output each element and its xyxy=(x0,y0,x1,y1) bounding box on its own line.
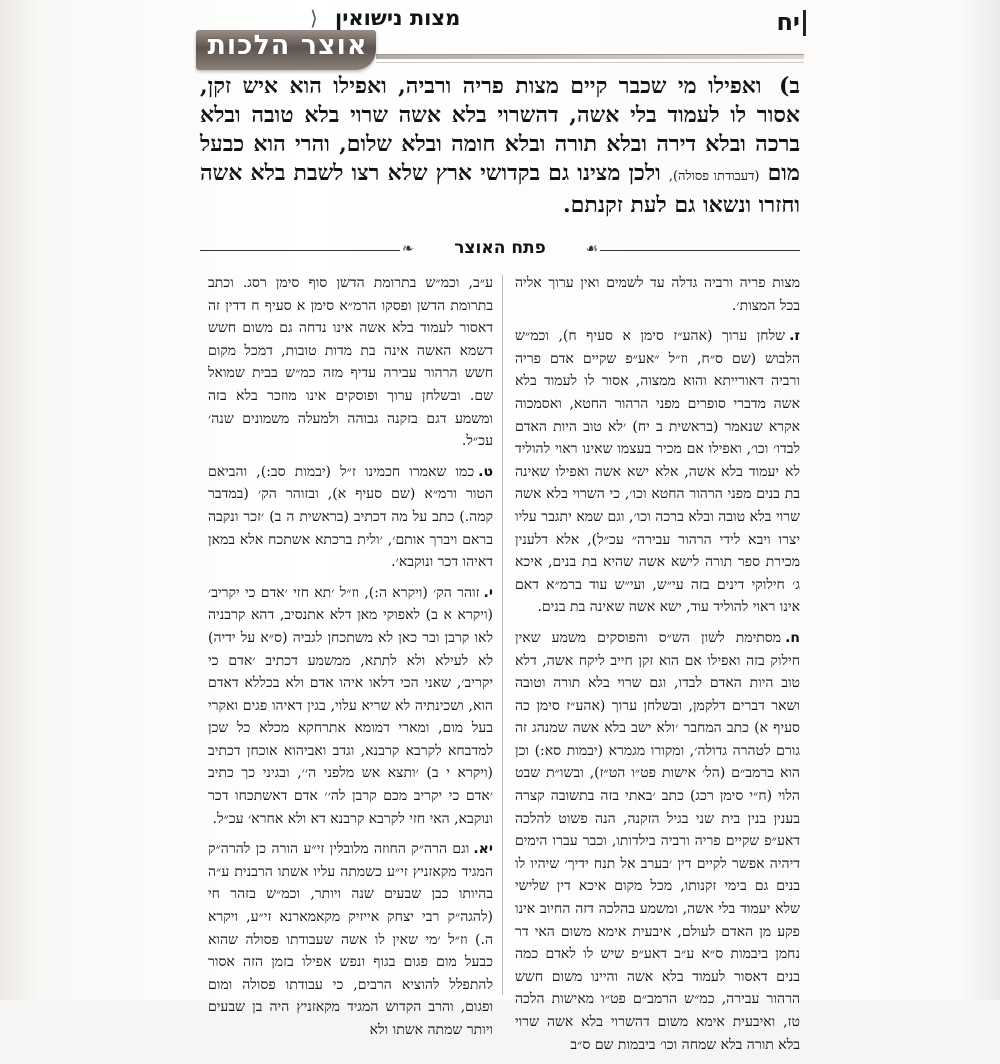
note-number: י. xyxy=(483,584,493,601)
main-halacha-text xyxy=(200,72,800,220)
column-divider xyxy=(502,275,503,995)
note-number: ט. xyxy=(478,463,493,480)
header-rule-thin xyxy=(376,62,804,63)
note-number: ז. xyxy=(789,328,800,345)
ornament-line-right xyxy=(600,250,800,251)
header-rule xyxy=(376,54,804,59)
chevron-left-icon: ⟩ xyxy=(310,6,318,30)
page-header xyxy=(0,0,1000,70)
page-number-divider xyxy=(803,10,806,36)
section-title: פתח האוצר xyxy=(454,238,546,258)
commentary-column-right xyxy=(515,272,800,1064)
chapter-title: מצות נישואין xyxy=(335,6,461,30)
commentary-paragraph: ז.שלחן ערוך (אהע״ז סימן א סעיף ח), וכמ״ש הלבוש (שם ס״ח, וז״ל ״אע״פ שקיים אדם פריה ורביה דאורייתא והוא ממצוה, אסור לו לעמוד בלא אשה מדברי סופרים מפני הרהור החטא, ואסמכוה אקרא שנאמר (בראשית ב יח) ׳לא טוב היות האדם לבדו׳ וכו׳, ואפילו אם מכיר בעצמו שאינו ראוי להוליד לא יעמוד בלא אשה, אלא ישא אשה ואפילו שאינה בת בנים מפני הרהור החטא וכו׳, כי השרוי בלא אשה שרוי בלא טובה ובלא ברכה וכו׳, וגם שמא יתגבר עליו יצרו ויבא לידי הרהור עבירה״ עכ״ל), אלא דלענין מכירת ספר תורה לישא אשה שהיא בת בנים, איכא ג׳ חילוקי דינים בזה עי״ש, ועי״ש עוד ברמ״א דאם אינו ראוי להוליד עוד, ישא אשה שאינה בת בנים. xyxy=(515,328,800,616)
halacha-paragraph: ואפילו מי שכבר קיים מצות פריה ורביה, ואפילו הוא איש זקן, אסור לו לעמוד בלי אשה, דהשרוי בלא אשה שרוי בלא טובה ובלא ברכה ובלא דירה ובלא תורה ובלא חומה ובלא שלום, והרי הוא כבעל מום xyxy=(200,73,800,186)
ornament-left-icon: ❧ xyxy=(402,241,414,257)
commentary-paragraph: ע״ב, וכמ״ש בתרומת הדשן סוף סימן רסג. וכתב בתרומת הדשן ופסקו הרמ״א סימן א סעיף ח דדין זה דאסור לעמוד בלא אשה אינו נדחה גם משום חשש דשמא האשה אינה בת מדות טובות, דמכל מקום חשש הרהור עבירה עדיף מזה כמ״ש בבית שמואל שם. ובשלחן ערוך ופוסקים אינו מוזכר בלא בזה ומשמע דגם בזקנה גבוהה ולמעלה משמונים שנה׳ עכ״ל. xyxy=(208,275,493,450)
commentary-paragraph: ח.מסתימת לשון הש״ס והפוסקים משמע שאין חילוק בזה ואפילו אם הוא זקן חייב ליקח אשה, דלא טוב היות האדם לבדו, וגם שרוי בלא תורה וטובה ושאר דברים דלקמן, ובשלחן ערוך (אהע״ז סימן כה סעיף א) כתב המחבר ׳ולא ישב בלא אשה שמנהג זה גורם לטהרה גדולה׳, ומקורו מגמרא (יבמות סא:) וכן הוא ברמב״ם (הל׳ אישות פט״ו הט״ז), ובשו״ת שבט הלוי (ח״י סימן רכג) כתב ׳באתי בזה בתשובה קצרה בענין בנין בית שני בגיל הזקנה, הנה פשוט להלכה דאע״פ שקיים פריה ורביה בילדותו, וכבר עברו הימים דיהיה אפשר לקיים דין ׳בערב אל תנח ידיך׳ שיהיו לו בנים גם בימי זקנותו, מכל מקום איכא דין שלישי שלא יעמוד בלי אשה, ומשמע בהלכה דזה החיוב אינו פקע מן האדם לעולם, איבעית אימא משום האי דר נחמן ביבמות ס״א ע״ב דאע״פ שיש לו לאדם כמה בנים דאסור לעמוד בלא אשה והיינו משום חשש הרהור עבירה, כמ״ש הרמב״ם פט״ו מאישות הלכה טז, ואיבעית אימא משום דהשרוי בלא אשה שרוי בלא תורה בלא שמחה וכו׳ ביבמות שם ס״ב xyxy=(515,629,800,1053)
halacha-source-note: (דעבודתו פסולה), xyxy=(668,169,760,184)
note-number: ח. xyxy=(785,629,800,646)
note-number: יא. xyxy=(473,841,493,858)
commentary-column-left xyxy=(208,272,493,1050)
ornament-right-icon: ☙ xyxy=(585,241,598,257)
commentary-paragraph: י.זוהר הק׳ (ויקרא ה:), וז״ל ׳תא חזי ׳אדם כי יקריב׳ (ויקרא א ב) לאפוקי מאן דלא אתנסיב, דהא קרבניה לאו קרבן ובר כאן לא משתכחן לגביה (ס״א על ידיה) לא לעילא ולא לתתא, ממשמע דכתיב ׳אדם כי יקריב׳, שאני הכי דלאו איהו אדם ולא בכללא דאדם הוא, ושכינתיה לא שריא עלוי, בגין דאיהו פגים ואקרי בעל מום, ומארי דמומא אתרחקא מכלא כל שכן למדבחא לקרבא קרבנא, וגדב ואביהוא אוכחן דכתיב (ויקרא י ב) ׳ותצא אש מלפני ה׳׳, ובגיני כך כתיב ׳אדם כי יקריב מכם קרבן לה׳׳ אדם דאשתכחו דכר ונוקבא, האי חזי לקרבא קרבנא דא ולא אחרא׳ עכ״ל. xyxy=(208,584,493,827)
commentary-paragraph: יא.וגם הרה״ק החוזה מלובלין זי״ע הורה כן להרה״ק המגיד מקאזניץ זי״ע כשמתה עליו אשתו הרבנית ע״ה בהיותו כבן שבעים שנה ויותר, וכמ״ש בזהר חי (להגה״ק רבי יצחק אייזיק מקאמארנא זי״ע, ויקרא ה.) וז״ל ׳מי שאין לו אשה שעבודתו פסולה שהוא כבעל מום פגום בגוף ונפש אפילו בזמן הזה אסור להתפלל להוציא הרבים, כי עבודתו פסולה ומום ופגום, והרב הקדוש המגיד מקאזניץ היה בן שבעים ויותר שמתה אשתו ולא xyxy=(208,841,493,1038)
section-divider xyxy=(200,238,800,264)
page-number: יח xyxy=(776,8,800,36)
halacha-marker: ב) xyxy=(778,73,800,99)
commentary-paragraph: ט.כמו שאמרו חכמינו ז״ל (יבמות סב:), והביאם הטור ורמ״א (שם סעיף א), ובזוהר הק׳ (במדבר קמה.) כתב על מה דכתיב (בראשית ה ב) ׳זכר ונקבה בראם ויברך אותם׳, ׳ולית ברכתא אשתכח אלא במאן דאיהו דכר ונוקבא׳. xyxy=(208,463,493,571)
book-title: אוצר הלכות xyxy=(207,30,368,61)
commentary-paragraph: מצות פריה ורביה גדלה עד לשמים ואין ערוך אליה בכל המצות׳. xyxy=(515,275,800,314)
halacha-paragraph-end: ולכן מצינו גם בקדושי ארץ שלא רצו לשבת בלא אשה וחזרו ונשאו גם לעת זקנתם. xyxy=(200,160,800,218)
